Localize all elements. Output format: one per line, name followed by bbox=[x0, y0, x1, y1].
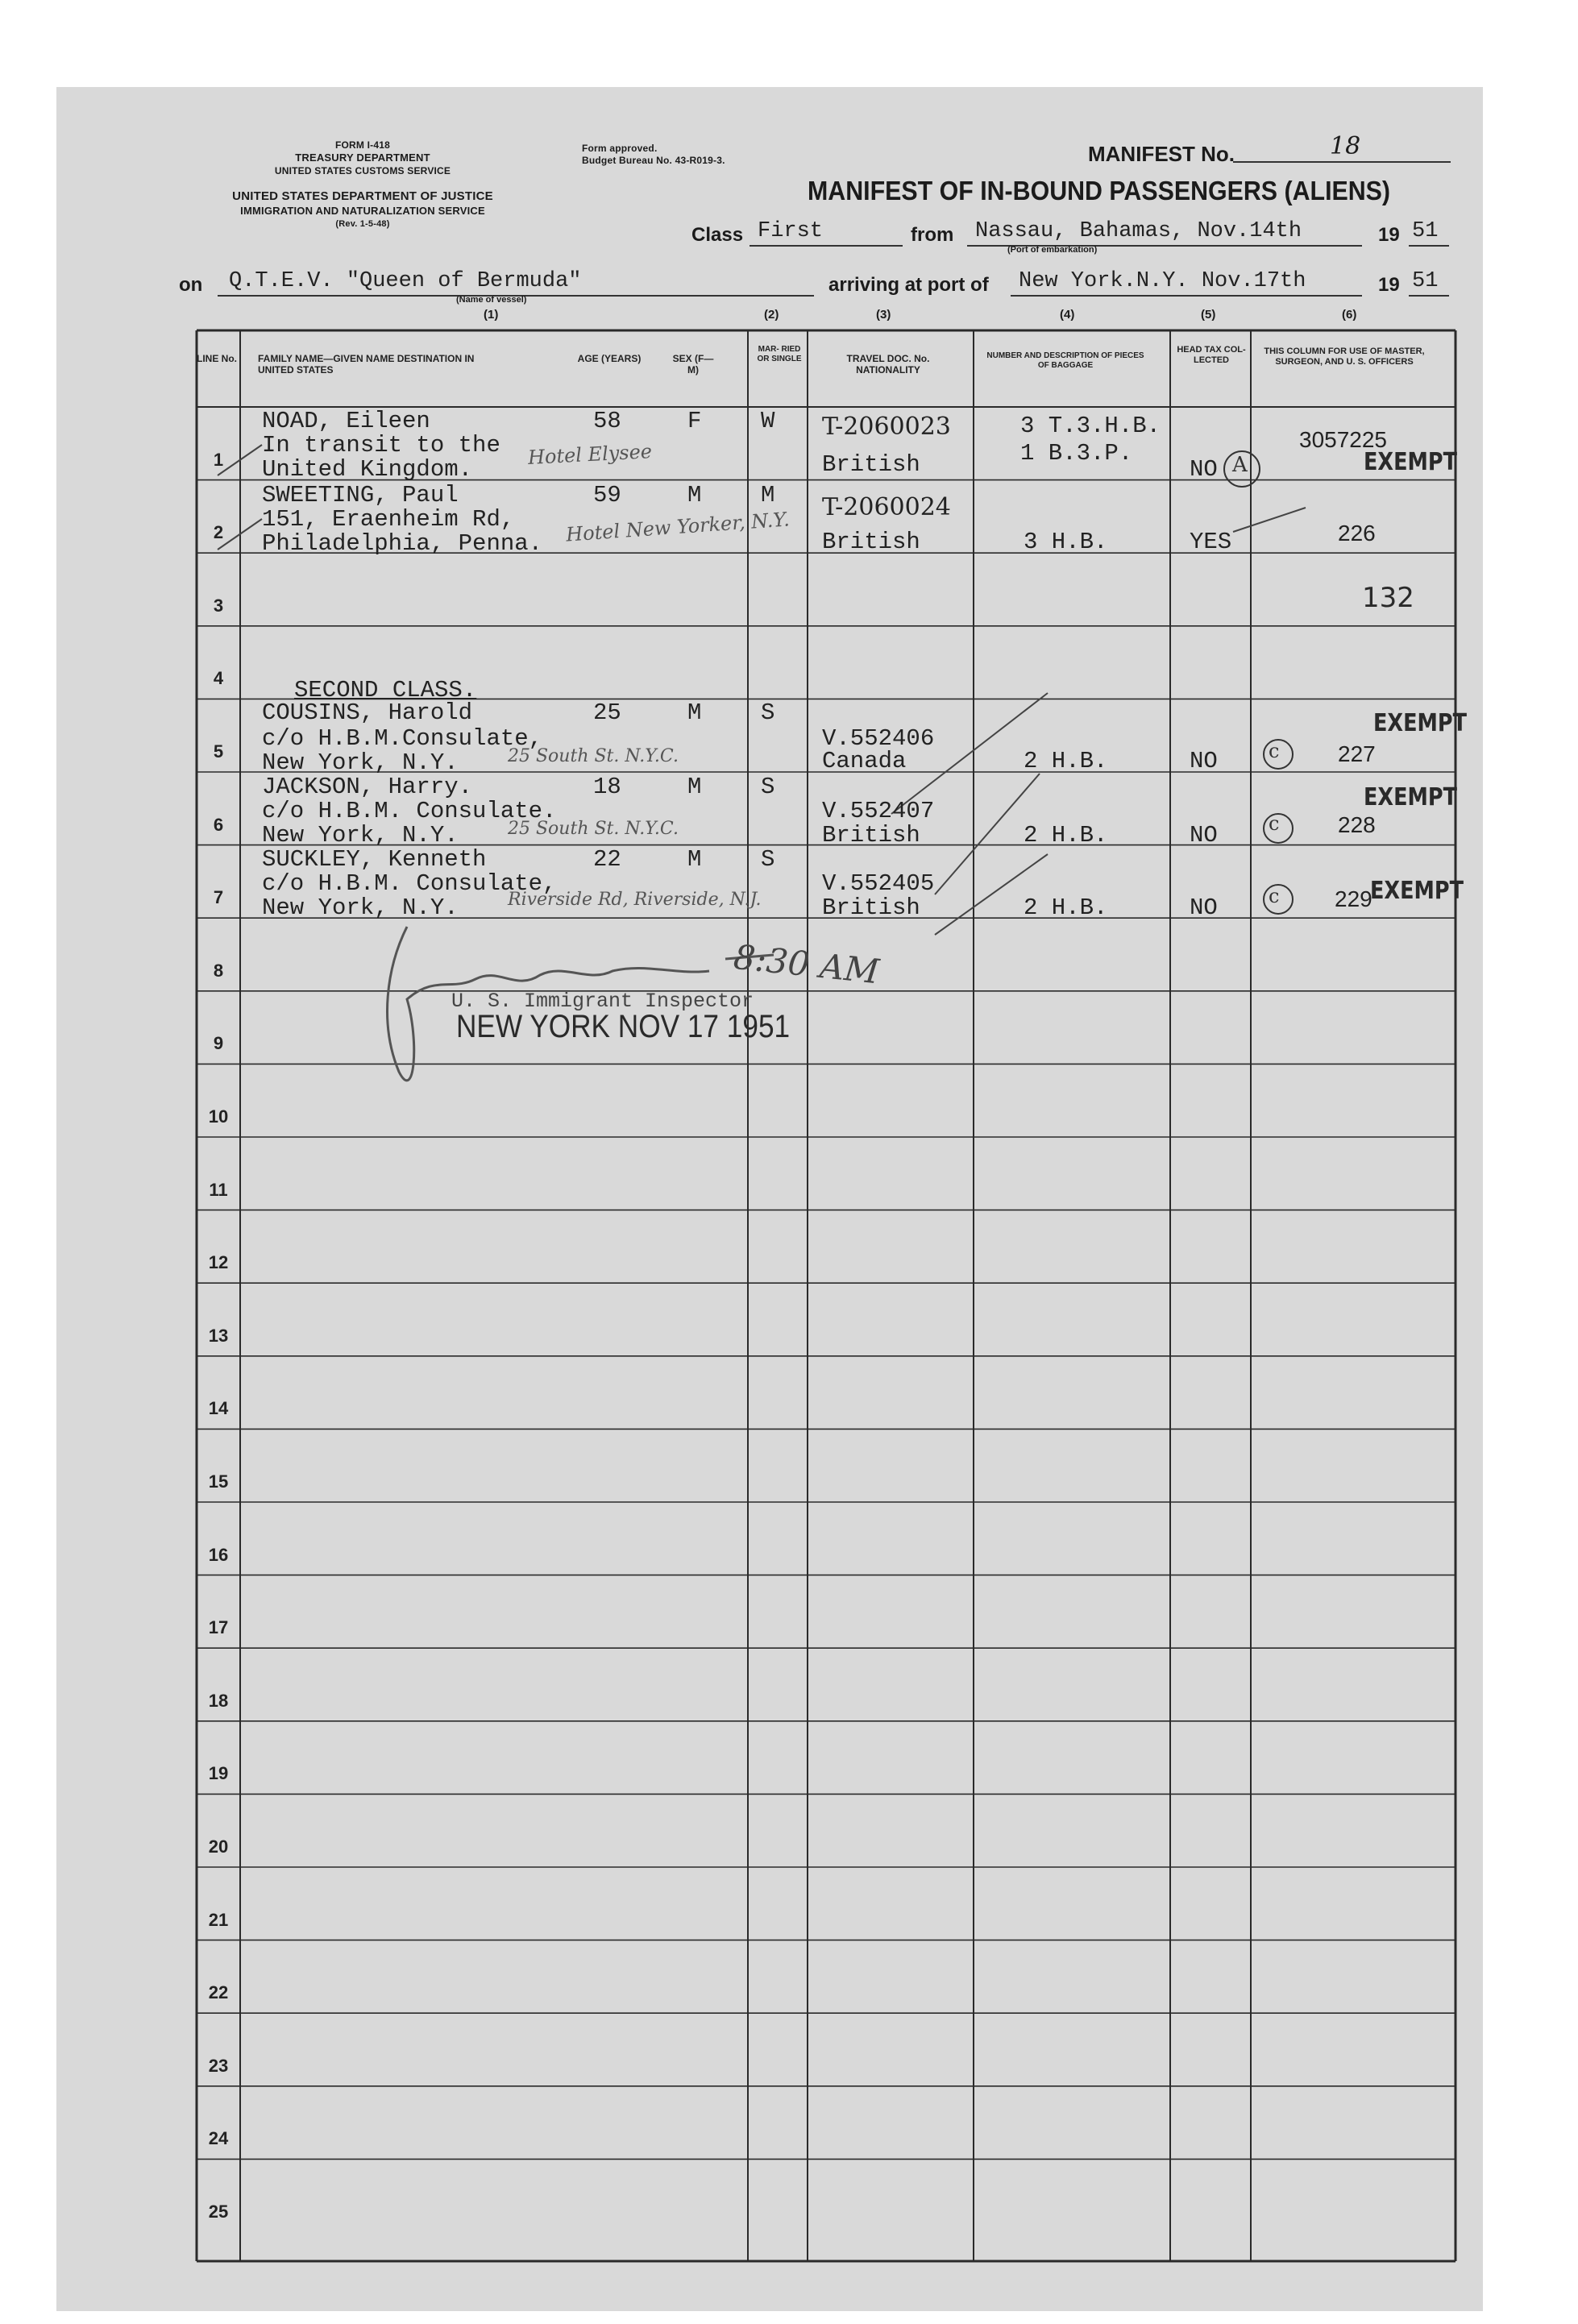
entry-4-sex: M bbox=[687, 774, 702, 800]
line-number: 17 bbox=[208, 1617, 229, 1638]
from-label: from bbox=[911, 224, 954, 246]
entry-3-travel-doc: V.552406 bbox=[822, 725, 935, 752]
entry-3-nationality: Canada bbox=[822, 748, 907, 774]
customs-service: UNITED STATES CUSTOMS SERVICE bbox=[274, 165, 451, 176]
entry-1-travel-doc: T-2060023 bbox=[822, 413, 951, 441]
arriving-label: arriving at port of bbox=[828, 274, 989, 296]
entry-2-age: 59 bbox=[593, 482, 621, 508]
column-number-5: (5) bbox=[1201, 308, 1216, 322]
line-number: 21 bbox=[208, 1909, 229, 1930]
line-number: 5 bbox=[213, 741, 224, 762]
entry-4-handwritten-address: 25 South St. N.Y.C. bbox=[508, 819, 679, 839]
entry-5-destination: c/o H.B.M. Consulate, bbox=[262, 870, 557, 897]
entry-3-name: COUSINS, Harold bbox=[262, 699, 473, 726]
form-number: FORM I-418 bbox=[334, 139, 390, 151]
line-number: 15 bbox=[208, 1471, 229, 1492]
entry-2-handwritten-address: Hotel New Yorker, N.Y. bbox=[565, 508, 791, 546]
entry-3-officer-number: 227 bbox=[1338, 741, 1376, 766]
line-number: 20 bbox=[208, 1836, 229, 1857]
inspector-title: U. S. Immigrant Inspector bbox=[451, 990, 754, 1013]
entry-5-name: SUCKLEY, Kenneth bbox=[262, 846, 487, 873]
entry-2-head-tax: YES bbox=[1190, 529, 1232, 555]
arriving-value: New York.N.Y. Nov.17th bbox=[1019, 269, 1306, 293]
entry-3-destination: c/o H.B.M.Consulate, bbox=[262, 725, 543, 752]
entry-3-baggage: 2 H.B. bbox=[1024, 748, 1108, 774]
line-number: 1 bbox=[213, 449, 224, 470]
entry-1-destination: In transit to the bbox=[262, 432, 500, 459]
header-travel-doc: TRAVEL DOC. No. NATIONALITY bbox=[846, 353, 930, 376]
entry-2-nationality: British bbox=[822, 529, 920, 555]
header-line-no: LINE No. bbox=[197, 353, 237, 364]
entry-2-destination-2: Philadelphia, Penna. bbox=[262, 530, 543, 557]
entry-5-nationality: British bbox=[822, 894, 920, 921]
entry-1-sex: F bbox=[687, 408, 702, 434]
budget-bureau: Budget Bureau No. 43-R019-3. bbox=[582, 155, 725, 166]
vessel-name: Q.T.E.V. "Queen of Bermuda" bbox=[229, 269, 582, 293]
entry-2-destination: 151, Eraenheim Rd, bbox=[262, 506, 515, 533]
entry-3-tax-mark: c bbox=[1269, 740, 1280, 762]
entry-4-destination-2: New York, N.Y. bbox=[262, 822, 459, 849]
column-number-1: (1) bbox=[484, 308, 499, 322]
entry-5-handwritten-address: Riverside Rd, Riverside, N.J. bbox=[508, 890, 762, 910]
header-age: AGE (YEARS) bbox=[577, 353, 642, 364]
class-label: Class bbox=[691, 224, 744, 246]
line-number: 6 bbox=[213, 814, 224, 835]
entry-1-baggage-2: 1 B.3.P. bbox=[1020, 440, 1133, 467]
entry-1-exempt-stamp: EXEMPT bbox=[1364, 448, 1457, 476]
entry-5-marital: S bbox=[761, 846, 775, 873]
entry-4-exempt-stamp: EXEMPT bbox=[1364, 783, 1457, 811]
immigration-service: IMMIGRATION AND NATURALIZATION SERVICE bbox=[240, 205, 485, 217]
entry-3-handwritten-address: 25 South St. N.Y.C. bbox=[508, 746, 679, 766]
from-year-prefix: 19 bbox=[1378, 224, 1400, 246]
arriving-year: 51 bbox=[1412, 269, 1439, 293]
line-number: 23 bbox=[208, 2055, 229, 2076]
line-number: 14 bbox=[208, 1398, 229, 1419]
entry-1-name: NOAD, Eileen bbox=[262, 408, 430, 434]
entry-2-baggage: 3 H.B. bbox=[1024, 529, 1108, 555]
header-sex: SEX (F—M) bbox=[672, 353, 714, 376]
entry-5-head-tax: NO bbox=[1190, 894, 1218, 921]
class-value: First bbox=[758, 219, 824, 243]
arriving-year-prefix: 19 bbox=[1378, 274, 1400, 296]
vessel-caption: (Name of vessel) bbox=[456, 295, 527, 305]
line-number: 8 bbox=[213, 960, 224, 981]
from-value: Nassau, Bahamas, Nov.14th bbox=[975, 219, 1302, 243]
header-married: MAR- RIED OR SINGLE bbox=[757, 345, 802, 363]
entry-4-age: 18 bbox=[593, 774, 621, 800]
entry-1-tax-mark: A bbox=[1232, 453, 1248, 477]
check-mark bbox=[1233, 508, 1306, 532]
column-number-3: (3) bbox=[876, 308, 891, 322]
line-number: 12 bbox=[208, 1252, 229, 1273]
entry-5-age: 22 bbox=[593, 846, 621, 873]
line-number: 18 bbox=[208, 1690, 229, 1711]
line-number: 7 bbox=[213, 887, 224, 908]
line-number: 11 bbox=[209, 1179, 228, 1200]
entry-5-tax-mark: c bbox=[1269, 885, 1280, 907]
line-number: 19 bbox=[208, 1763, 229, 1784]
line-number: 3 bbox=[213, 595, 224, 616]
entry-1-baggage: 3 T.3.H.B. bbox=[1020, 413, 1161, 439]
header-head-tax: HEAD TAX COL- LECTED bbox=[1177, 345, 1246, 365]
entry-4-nationality: British bbox=[822, 822, 920, 849]
manifest-number: 18 bbox=[1330, 132, 1361, 160]
line-number: 4 bbox=[213, 668, 224, 689]
entry-3-destination-2: New York, N.Y. bbox=[262, 749, 459, 776]
port-caption: (Port of embarkation) bbox=[1007, 245, 1098, 255]
column-number-4: (4) bbox=[1060, 308, 1075, 322]
entry-3-exempt-stamp: EXEMPT bbox=[1373, 709, 1467, 737]
line-number: 25 bbox=[208, 2202, 229, 2222]
entry-2-name: SWEETING, Paul bbox=[262, 482, 459, 508]
revision-date: (Rev. 1-5-48) bbox=[335, 219, 390, 229]
entry-4-tax-mark: c bbox=[1269, 812, 1280, 835]
line-number: 10 bbox=[208, 1106, 229, 1127]
line-3-officer-number: 132 bbox=[1362, 582, 1414, 614]
entry-2-travel-doc: T-2060024 bbox=[822, 493, 951, 521]
entry-4-baggage: 2 H.B. bbox=[1024, 822, 1108, 849]
entry-5-sex: M bbox=[687, 846, 702, 873]
from-year: 51 bbox=[1412, 219, 1439, 243]
line-number: 13 bbox=[208, 1325, 229, 1346]
manifest-label: MANIFEST No. bbox=[1088, 142, 1235, 166]
entry-2-officer-number: 226 bbox=[1338, 521, 1376, 546]
entry-4-travel-doc: V.552407 bbox=[822, 798, 935, 824]
line-number: 24 bbox=[208, 2128, 229, 2149]
column-number-2: (2) bbox=[764, 308, 779, 322]
entry-5-officer-number: 229 bbox=[1335, 886, 1372, 911]
entry-4-name: JACKSON, Harry. bbox=[262, 774, 473, 800]
entry-4-head-tax: NO bbox=[1190, 822, 1218, 849]
entry-4-destination: c/o H.B.M. Consulate. bbox=[262, 798, 557, 824]
form-approved: Form approved. bbox=[582, 143, 658, 154]
treasury-department: TREASURY DEPARTMENT bbox=[295, 151, 430, 164]
column-number-6: (6) bbox=[1342, 308, 1357, 322]
entry-1-officer-number: 3057225 bbox=[1299, 427, 1388, 452]
entry-1-nationality: British bbox=[822, 451, 920, 478]
entry-5-baggage: 2 H.B. bbox=[1024, 894, 1108, 921]
second-class-label: SECOND CLASS. bbox=[294, 677, 477, 703]
entry-1-destination-2: United Kingdom. bbox=[262, 456, 473, 483]
entry-1-handwritten-address: Hotel Elysee bbox=[527, 439, 653, 470]
line-number: 2 bbox=[213, 522, 224, 543]
manifest-title: MANIFEST OF IN-BOUND PASSENGERS (ALIENS) bbox=[808, 176, 1391, 205]
header-officers: THIS COLUMN FOR USE OF MASTER, SURGEON, AND U. S. OFFICERS bbox=[1264, 347, 1425, 367]
line-number: 16 bbox=[208, 1544, 229, 1565]
entry-3-sex: M bbox=[687, 699, 702, 726]
entry-5-travel-doc: V.552405 bbox=[822, 870, 935, 897]
entry-3-age: 25 bbox=[593, 699, 621, 726]
line-number: 9 bbox=[213, 1033, 224, 1054]
entry-4-officer-number: 228 bbox=[1338, 812, 1376, 837]
entry-2-sex: M bbox=[687, 482, 702, 508]
entry-1-age: 58 bbox=[593, 408, 621, 434]
entry-5-exempt-stamp: EXEMPT bbox=[1370, 877, 1464, 905]
entry-5-destination-2: New York, N.Y. bbox=[262, 894, 459, 921]
entry-1-marital: W bbox=[761, 408, 775, 434]
inspector-time-note: 8:30 AM bbox=[731, 936, 882, 992]
inspection-stamp: NEW YORK NOV 17 1951 bbox=[456, 1009, 791, 1044]
entry-3-marital: S bbox=[761, 699, 775, 726]
entry-1-head-tax: NO bbox=[1190, 456, 1218, 483]
header-baggage: NUMBER AND DESCRIPTION OF PIECES OF BAGGAGE bbox=[986, 351, 1144, 370]
on-label: on bbox=[179, 274, 203, 296]
header-name: FAMILY NAME—GIVEN NAME DESTINATION IN UNITED STATES bbox=[258, 353, 475, 376]
department-of-justice: UNITED STATES DEPARTMENT OF JUSTICE bbox=[232, 189, 493, 203]
entry-4-marital: S bbox=[761, 774, 775, 800]
entry-2-marital: M bbox=[761, 482, 775, 508]
entry-3-head-tax: NO bbox=[1190, 748, 1218, 774]
line-number: 22 bbox=[208, 1982, 229, 2003]
